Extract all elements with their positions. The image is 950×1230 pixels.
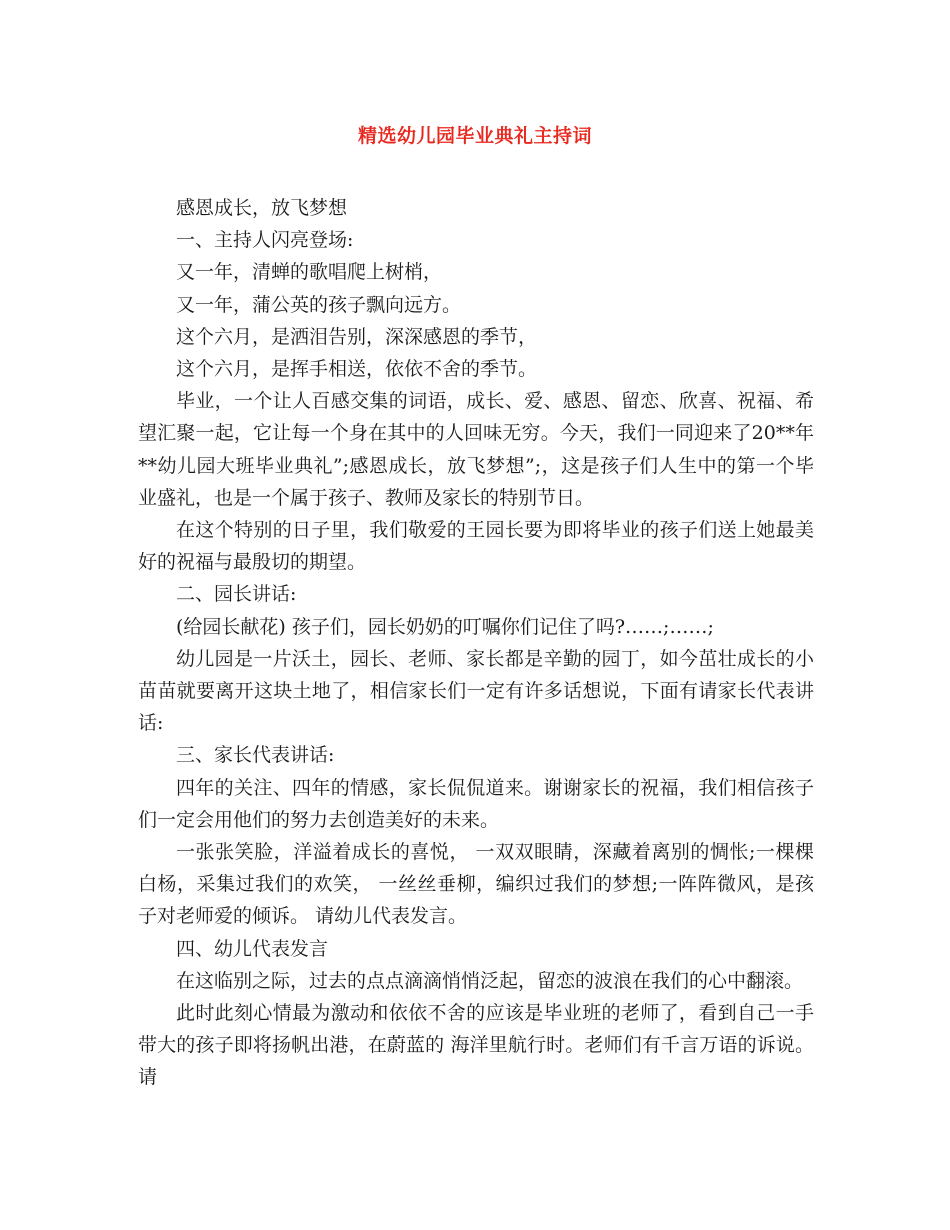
paragraph: 在这个特别的日子里，我们敬爱的王园长要为即将毕业的孩子们送上她最美好的祝福与最殷切的期望。 xyxy=(138,519,814,574)
section-heading-3: 三、家长代表讲话: xyxy=(176,744,335,767)
paragraph: 四年的关注、四年的情感，家长侃侃道来。谢谢家长的祝福，我们相信孩子们一定会用他们的努力去创造美好的未来。 xyxy=(138,776,814,831)
document-body xyxy=(138,192,814,1094)
paragraph: 这个六月，是洒泪告别，深深感恩的季节， xyxy=(176,325,538,348)
paragraph-subtitle: 感恩成长，放飞梦想 xyxy=(176,197,348,219)
section-heading-1: 一、主持人闪亮登场: xyxy=(176,229,354,252)
paragraph: (给园长献花) 孩子们，园长奶奶的叮嘱你们记住了吗?……;……; xyxy=(176,615,714,638)
paragraph: 又一年，清蝉的歌唱爬上树梢， xyxy=(176,261,443,284)
paragraph: 又一年，蒲公英的孩子飘向远方。 xyxy=(176,293,462,316)
document-title: 精选幼儿园毕业典礼主持词 xyxy=(357,125,592,147)
paragraph: 此时此刻心情最为激动和依依不舍的应该是毕业班的老师了，看到自己一手带大的孩子即将扬帆出港，在蔚蓝的 海洋里航行时。老师们有千言万语的诉说。请 xyxy=(138,1002,814,1089)
paragraph: 幼儿园是一片沃土，园长、老师、家长都是辛勤的园丁，如今茁壮成长的小苗苗就要离开这块土地了，相信家长们一定有许多话想说，下面有请家长代表讲话: xyxy=(138,647,814,735)
paragraph: 毕业，一个让人百感交集的词语，成长、爱、感恩、留恋、欣喜、祝福、希望汇聚一起，它让每一个身在其中的人回味无穷。今天，我们一同迎来了20**年**幼儿园大班毕业典礼”;感恩成长，放飞梦想”;，这是孩子们人生中的第一个毕业盛礼，也是一个属于孩子、教师及家长的特别节日。 xyxy=(138,390,814,509)
paragraph: 在这临别之际，过去的点点滴滴悄悄泛起，留恋的波浪在我们的心中翻滚。 xyxy=(176,969,804,992)
section-heading-4: 四、幼儿代表发言 xyxy=(176,937,329,960)
paragraph: 一张张笑脸，洋溢着成长的喜悦， 一双双眼睛，深藏着离别的惆怅;一棵棵白杨，采集过我们的欢笑， 一丝丝垂柳，编织过我们的梦想;一阵阵微风，是孩子对老师爱的倾诉。 请幼儿代表发言。 xyxy=(138,841,814,928)
paragraph: 这个六月，是挥手相送，依依不舍的季节。 xyxy=(176,358,538,381)
section-heading-2: 二、园长讲话: xyxy=(176,583,297,606)
